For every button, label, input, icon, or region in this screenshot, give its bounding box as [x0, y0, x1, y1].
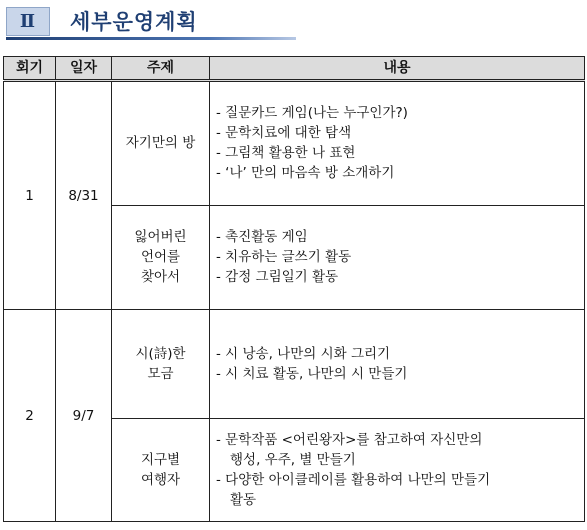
session-number: 1: [4, 81, 56, 310]
section-heading: [0, 0, 587, 48]
table-row: [4, 81, 585, 206]
table-row: [4, 310, 585, 418]
content-line: 활동: [230, 491, 257, 508]
content-cell: [210, 81, 585, 206]
content-line: - 치유하는 글쓰기 활동: [216, 249, 352, 266]
topic-title: 모금: [147, 365, 174, 382]
operation-plan-table: [3, 56, 585, 522]
content-cell: [210, 418, 585, 521]
content-line: - 그림책 활용한 나 표현: [216, 145, 356, 162]
section-title: 세부운영계획: [70, 10, 198, 34]
header-content: 내용: [210, 57, 585, 81]
content-line: - 시 치료 활동, 나만의 시 만들기: [216, 365, 408, 382]
content-line: - 촉진활동 게임: [216, 229, 308, 246]
title-underline: [6, 37, 296, 40]
session-date: 9/7: [56, 310, 112, 522]
section-number-badge: Ⅱ: [6, 7, 50, 36]
session-number: 2: [4, 310, 56, 522]
topic-title: 시(詩)한: [135, 345, 186, 362]
session-date: 8/31: [56, 81, 112, 310]
topic-title: 자기만의 방: [125, 135, 196, 152]
content-line: - 문학치료에 대한 탐색: [216, 125, 352, 142]
header-topic: 주제: [112, 57, 210, 81]
content-cell: [210, 310, 585, 418]
topic-title: 여행자: [140, 471, 181, 488]
content-line: - 시 낭송, 나만의 시화 그리기: [216, 345, 391, 362]
content-line: - 질문카드 게임(나는 누구인가?): [216, 105, 408, 122]
content-line: 행성, 우주, 별 만들기: [230, 451, 356, 468]
topic-title: 잃어버린: [134, 229, 187, 246]
topic-title: 언어를: [140, 249, 181, 266]
content-cell: [210, 205, 585, 309]
topic-title: 찾아서: [140, 269, 181, 286]
content-line: - 문학작품 <어린왕자>를 참고하여 자신만의: [216, 431, 483, 448]
topic-cell: [112, 81, 210, 206]
topic-cell: [112, 418, 210, 521]
topic-cell: [112, 310, 210, 418]
table-header-row: [4, 57, 585, 81]
header-date: 일자: [56, 57, 112, 81]
content-line: - ‘나’ 만의 마음속 방 소개하기: [216, 165, 395, 182]
header-session: 회기: [4, 57, 56, 81]
topic-cell: [112, 205, 210, 309]
topic-title: 지구별: [140, 451, 181, 468]
content-line: - 다양한 아이클레이를 활용하여 나만의 만들기: [216, 471, 491, 488]
content-line: - 감정 그림일기 활동: [216, 269, 339, 286]
